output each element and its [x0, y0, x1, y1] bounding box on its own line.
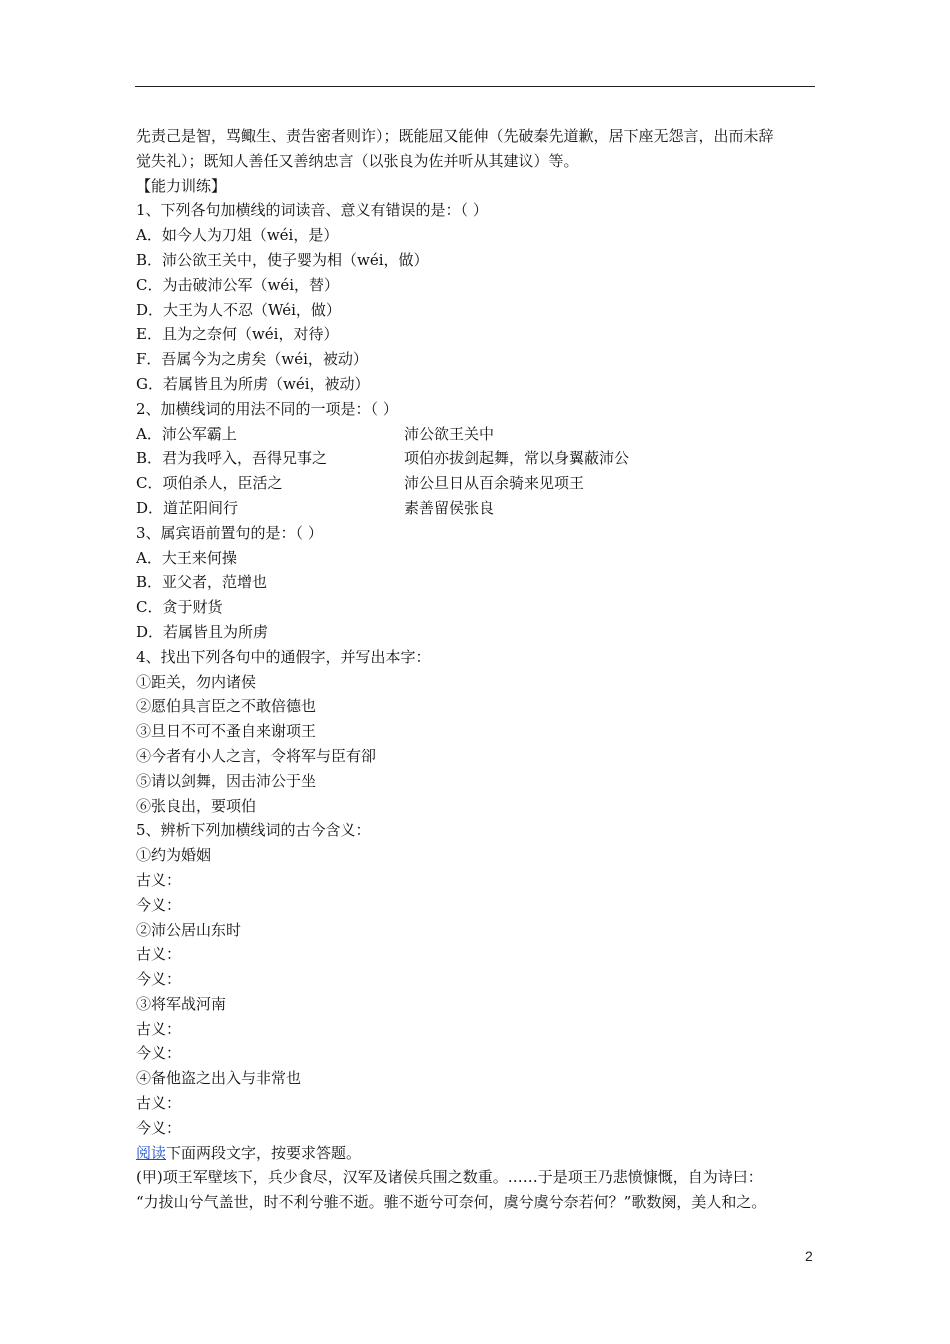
- q4-item-6: ⑥张良出，要项伯: [136, 796, 257, 815]
- q2-row-a: [136, 422, 826, 447]
- q5-item-2-jin: 今义：: [136, 970, 182, 989]
- intro-line-1: 先责己是智，骂鲰生、责告密者则诈）；既能屈又能伸（先破秦先道歉，居下座无怨言，出而未辞: [136, 127, 774, 145]
- q3-stem: 3、属宾语前置句的是：（ ）: [136, 523, 323, 542]
- q3-option-d: D．若属皆且为所虏: [136, 622, 269, 641]
- q5-item-2-phrase: ②沛公居山东时: [136, 920, 242, 939]
- reading-instruction: [136, 1141, 826, 1166]
- q3-option-c: C．贪于财货: [136, 598, 223, 617]
- q4-item-1: ①距关，勿内诸侯: [136, 672, 257, 691]
- document-body: [136, 124, 826, 1215]
- q2-row-b-right: 项伯亦拔剑起舞，常以身翼蔽沛公: [404, 449, 630, 468]
- q5-item-3-phrase: ③将军战河南: [136, 994, 227, 1013]
- q1-option-f: F．吾属今为之虏矣（wéi，被动）: [136, 350, 368, 369]
- q2-row-a-left: A．沛公军霸上: [136, 424, 237, 443]
- reading-para-2: “力拔山兮气盖世，时不利兮骓不逝。骓不逝兮可奈何，虞兮虞兮奈若何？”歌数阕，美人和之。: [136, 1193, 767, 1212]
- q1-stem: 1、下列各句加横线的词读音、意义有错误的是：（ ）: [136, 201, 488, 220]
- q5-item-1-jin: 今义：: [136, 895, 182, 914]
- q2-row-d-right: 素善留侯张良: [404, 498, 495, 517]
- intro-line-2: 觉失礼）；既知人善任又善纳忠言（以张良为佐并听从其建议）等。: [136, 151, 579, 170]
- q5-item-4-jin: 今义：: [136, 1118, 182, 1137]
- q4-item-5: ⑤请以剑舞，因击沛公于坐: [136, 771, 317, 790]
- q5-item-4-phrase: ④备他盗之出入与非常也: [136, 1069, 302, 1088]
- q5-item-1-phrase: ①约为婚姻: [136, 846, 212, 865]
- q2-row-b: [136, 446, 826, 471]
- q2-row-c-right: 沛公旦日从百余骑来见项王: [404, 474, 585, 493]
- q1-option-a: A．如今人为刀俎（wéi，是）: [136, 226, 339, 245]
- q5-item-3-gu: 古义：: [136, 1019, 182, 1038]
- q4-item-4: ④今者有小人之言，令将军与臣有卻: [136, 746, 377, 765]
- q4-stem: 4、找出下列各句中的通假字，并写出本字：: [136, 647, 431, 666]
- q5-item-2-gu: 古义：: [136, 945, 182, 964]
- q1-option-b: B．沛公欲王关中，使子婴为相（wéi，做）: [136, 250, 429, 269]
- q4-item-3: ③旦日不可不蚤自来谢项王: [136, 722, 317, 741]
- q2-row-c-left: C．项伯杀人，臣活之: [136, 474, 283, 493]
- q4-item-2: ②愿伯具言臣之不敢倍德也: [136, 697, 317, 716]
- reading-instruction-text: 下面两段文字，按要求答题。: [166, 1143, 362, 1162]
- q5-item-1-gu: 古义：: [136, 870, 182, 889]
- q1-option-g: G．若属皆且为所虏（wéi，被动）: [136, 374, 370, 393]
- q2-stem: 2、加横线词的用法不同的一项是：（ ）: [136, 399, 398, 418]
- q5-stem: 5、辨析下列加横线词的古今含义：: [136, 821, 371, 840]
- q2-row-d: [136, 496, 826, 521]
- q3-option-b: B．亚父者，范增也: [136, 573, 268, 592]
- reading-para-1: (甲)项王军壁垓下，兵少食尽，汉军及诸侯兵围之数重。……于是项王乃悲愤慷慨，自为诗曰：: [136, 1168, 763, 1187]
- q1-option-e: E．且为之奈何（wéi，对待）: [136, 325, 339, 344]
- q1-option-c: C．为击破沛公军（wéi，替）: [136, 275, 339, 294]
- q5-item-4-gu: 古义：: [136, 1094, 182, 1113]
- section-title: 【能力训练】: [136, 176, 227, 195]
- q2-row-a-right: 沛公欲王关中: [404, 424, 495, 443]
- header-rule: [135, 86, 815, 87]
- q2-row-b-left: B．君为我呼入，吾得兄事之: [136, 449, 328, 468]
- q2-row-d-left: D．道芷阳间行: [136, 498, 239, 517]
- q2-row-c: [136, 471, 826, 496]
- page-number: 2: [805, 1248, 813, 1264]
- q1-option-d: D．大王为人不忍（Wéi，做）: [136, 300, 341, 319]
- q3-option-a: A．大王来何操: [136, 548, 237, 567]
- q5-item-3-jin: 今义：: [136, 1044, 182, 1063]
- reading-link[interactable]: 阅读: [136, 1143, 167, 1162]
